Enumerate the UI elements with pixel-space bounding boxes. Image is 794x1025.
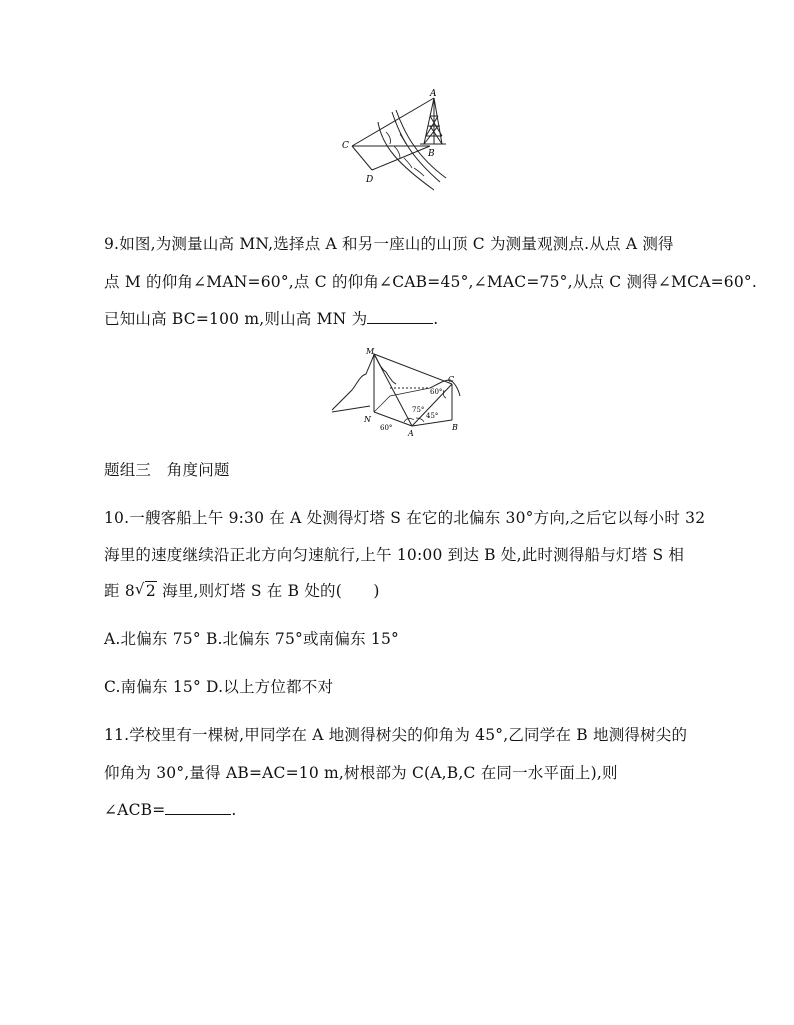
q10-line-3	[104, 581, 380, 601]
q11-line-3-end: .	[231, 801, 237, 819]
figure-mountain	[330, 344, 464, 436]
fig2-angle-60-bottom: 60°	[380, 424, 393, 432]
figure-river-tower	[338, 86, 468, 198]
q10-line-3-end: 海里,则灯塔 S 在 B 处的( )	[156, 582, 380, 600]
q10-line-1: 10.一艘客船上午 9:30 在 A 处测得灯塔 S 在它的北偏东 30°方向,之后它以每小时 32	[104, 509, 706, 527]
fig2-angle-60-top: 60°	[430, 388, 443, 396]
sqrt-radicand: 2	[145, 582, 156, 600]
q9-line-3-end: .	[433, 310, 439, 328]
q10-options-ab: A.北偏东 75° B.北偏东 75°或南偏东 15°	[104, 630, 399, 648]
fig1-label-a: A	[430, 89, 437, 99]
q11-line-3-text: ∠ACB=	[104, 801, 166, 819]
q9-line-3	[104, 309, 438, 329]
q10-line-3-start: 距 8	[104, 582, 135, 600]
fig2-label-b: B	[452, 423, 458, 432]
q11-line-1: 11.学校里有一棵树,甲同学在 A 地测得树尖的仰角为 45°,乙同学在 B 地测得树尖的	[104, 726, 688, 744]
q11-line-2: 仰角为 30°,量得 AB=AC=10 m,树根部为 C(A,B,C 在同一水平面上),则	[104, 764, 618, 782]
fig2-label-a: A	[408, 429, 414, 436]
q9-line-2: 点 M 的仰角∠MAN=60°,点 C 的仰角∠CAB=45°,∠MAC=75°,从点 C 测得∠MCA=60°.	[104, 273, 757, 291]
q10-options-cd: C.南偏东 15° D.以上方位都不对	[104, 678, 334, 696]
fig2-angle-45: 45°	[426, 412, 439, 420]
q11-line-3	[104, 800, 237, 820]
q9-line-1: 9.如图,为测量山高 MN,选择点 A 和另一座山的山顶 C 为测量观测点.从点 A 测得	[104, 235, 674, 253]
fig1-label-b: B	[428, 149, 435, 159]
q10-line-2: 海里的速度继续沿正北方向匀速航行,上午 10:00 到达 B 处,此时测得船与灯塔 S 相	[104, 546, 685, 564]
sqrt-symbol: √ 2	[134, 580, 156, 600]
fig2-label-m: M	[366, 347, 375, 356]
q9-line-3-text: 已知山高 BC=100 m,则山高 MN 为	[104, 310, 368, 328]
fig1-label-d: D	[366, 175, 374, 185]
fig2-label-n: N	[364, 415, 371, 424]
fig2-label-c: C	[448, 375, 455, 384]
fig2-angle-75: 75°	[412, 406, 425, 414]
fig1-label-c: C	[342, 141, 349, 151]
section-heading: 题组三 角度问题	[104, 461, 230, 479]
q11-answer-blank	[165, 800, 231, 815]
q9-answer-blank	[367, 309, 433, 324]
